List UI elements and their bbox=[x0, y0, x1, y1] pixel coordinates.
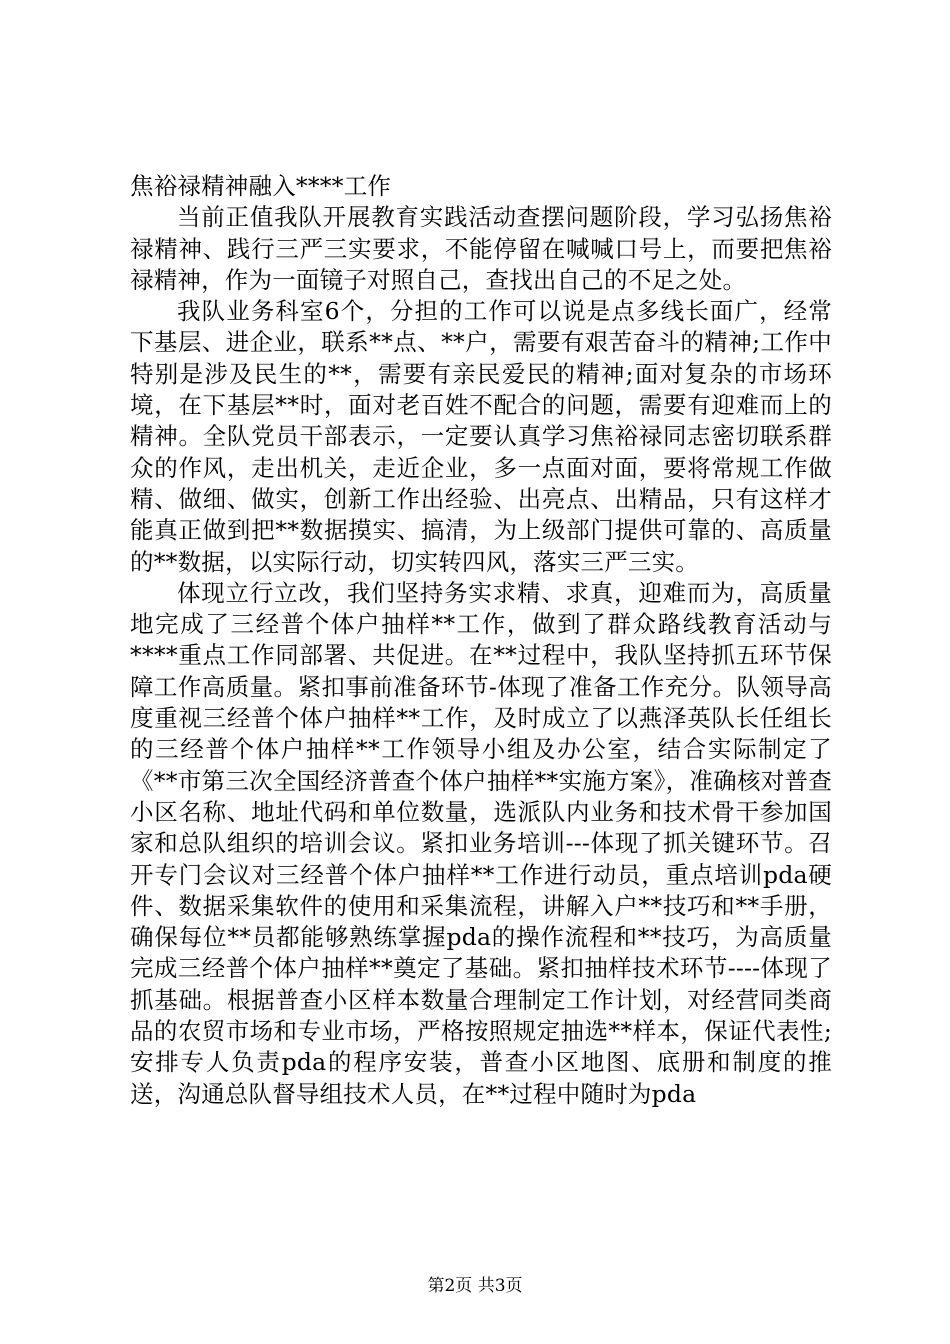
document-title: 焦裕禄精神融入****工作 bbox=[130, 172, 392, 200]
page-number-footer: 第2页 共3页 bbox=[427, 1276, 523, 1296]
paragraph-3: 体现立行立改，我们坚持务实求精、求真，迎难而为，高质量地完成了三经普个体户抽样**工作，做到了群众路线教育活动与****重点工作同部署、共促进。在**过程中，我队坚持抓五环节保障工作高质量。紧扣事前准备环节-体现了准备工作充分。队领导高度重视三经普个体户抽样**工作，及时成立了以燕泽英队长任组长的三经普个体户抽样**工作领导小组及办公室，结合实际制定了《**市第三次全国经济普查个体户抽样**实施方案》，准确核对普查小区名称、地址代码和单位数量，选派队内业务和技术骨干参加国家和总队组织的培训会议。紧扣业务培训---体现了抓关键环节。召开专门会议对三经普个体户抽样**工作进行动员，重点培训pda硬件、数据采集软件的使用和采集流程，讲解入户**技巧和**手册，确保每位**员都能够熟练掌握pda的操作流程和**技巧，为高质量完成三经普个体户抽样**奠定了基础。紧扣抽样技术环节----体现了抓基础。根据普查小区样本数量合理制定工作计划，对经营同类商品的农贸市场和专业市场，严格按照规定抽选**样本，保证代表性;安排专人负责pda的程序安装，普查小区地图、底册和制度的推送，沟通总队督导组技术人员，在**过程中随时为pda bbox=[130, 578, 832, 1108]
paragraph-2: 我队业务科室6个，分担的工作可以说是点多线长面广，经常下基层、进企业，联系**点、**户，需要有艰苦奋斗的精神;工作中特别是涉及民生的**，需要有亲民爱民的精神;面对复杂的市场环境，在下基层**时，面对老百姓不配合的问题，需要有迎难而上的精神。全队党员干部表示，一定要认真学习焦裕禄同志密切联系群众的作风，走出机关，走近企业，多一点面对面，要将常规工作做精、做细、做实，创新工作出经验、出亮点、出精品，只有这样才能真正做到把**数据摸实、搞清，为上级部门提供可靠的、高质量的**数据，以实际行动，切实转四风，落实三严三实。 bbox=[130, 297, 832, 576]
paragraph-1: 当前正值我队开展教育实践活动查摆问题阶段，学习弘扬焦裕禄精神、践行三严三实要求，不能停留在喊喊口号上，而要把焦裕禄精神，作为一面镜子对照自己，查找出自己的不足之处。 bbox=[130, 203, 832, 294]
document-body bbox=[130, 171, 832, 1110]
